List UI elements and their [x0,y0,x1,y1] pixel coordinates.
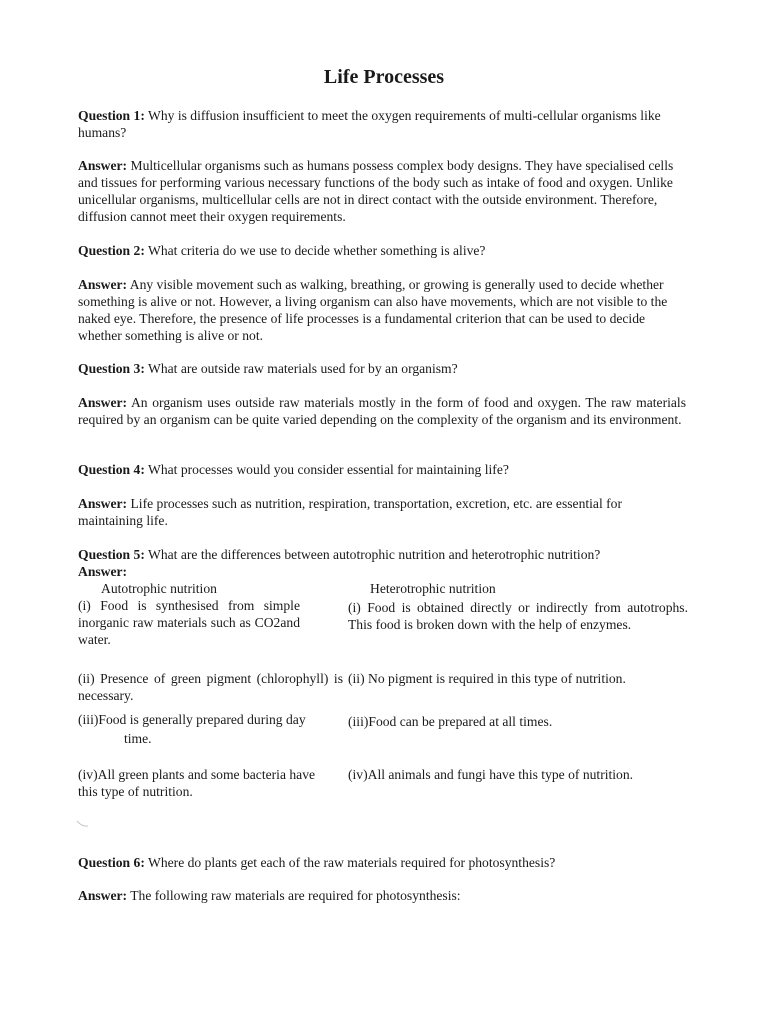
question-1 [78,107,686,141]
question-4 [78,461,686,478]
question-label: Question 4: [78,462,145,477]
question-6 [78,854,686,871]
question-text: What are the differences between autotrophic nutrition and heterotrophic nutrition? [148,547,601,562]
answer-label: Answer: [78,564,128,579]
question-5 [78,546,698,563]
answer-3 [78,394,686,428]
answer-text: The following raw materials are required for photosynthesis: [130,888,461,903]
question-label: Question 2: [78,243,145,258]
auto-row-4-cont: this type of nutrition. [78,784,193,799]
answer-1 [78,157,686,225]
answer-label: Answer: [78,496,128,511]
auto-row-4: (iv)All green plants and some bacteria have [78,767,316,782]
answer-5 [78,563,686,580]
question-2 [78,242,686,259]
answer-label: Answer: [78,395,128,410]
answer-4 [78,495,686,529]
column-header-autotrophic: Autotrophic nutrition [101,581,217,596]
answer-text: An organism uses outside raw materials mostly in the form of food and oxygen. The raw materials required by an organism can be quite varied depending on the complexity of the organism and its environment. [78,395,686,427]
answer-text: Life processes such as nutrition, respiration, transportation, excretion, etc. are essential for maintaining life. [78,496,622,528]
answer-6 [78,887,686,904]
question-label: Question 6: [78,855,145,870]
auto-row-1: (i) Food is synthesised from simple inorganic raw materials such as CO2and water. [78,598,300,647]
question-text: What processes would you consider essential for maintaining life? [148,462,509,477]
question-3 [78,360,686,377]
answer-label: Answer: [78,888,128,903]
answer-text: Any visible movement such as walking, breathing, or growing is generally used to decide whether something is alive or not. However, a living organism can also have movements, which are not visible to the naked eye. Therefore, the presence of life processes is a fundamental criterion that can be used to decide whether something is alive or not. [78,277,668,343]
faint-stray-mark [76,818,90,828]
answer-label: Answer: [78,277,128,292]
auto-row-2: (ii) Presence of green pigment (chlorophyll) is necessary. [78,671,343,703]
question-label: Question 1: [78,108,145,123]
question-text: What are outside raw materials used for by an organism? [148,361,458,376]
question-text: What criteria do we use to decide whether something is alive? [148,243,486,258]
question-label: Question 3: [78,361,145,376]
answer-2 [78,276,686,344]
hetero-row-4: (iv)All animals and fungi have this type of nutrition. [348,767,634,782]
column-header-heterotrophic: Heterotrophic nutrition [370,581,496,596]
question-text: Where do plants get each of the raw materials required for photosynthesis? [148,855,556,870]
auto-row-3-cont: time. [124,731,152,746]
hetero-row-3: (iii)Food can be prepared at all times. [348,714,553,729]
question-text: Why is diffusion insufficient to meet the oxygen requirements of multi-cellular organisms like humans? [78,108,661,140]
answer-text: Multicellular organisms such as humans possess complex body designs. They have specialised cells and tissues for performing various necessary functions of the body such as intake of food and oxygen. Unlike unicellular organisms, multicellular cells are not in direct contact with the outside environment. Therefore, diffusion cannot meet their oxygen requirements. [78,158,674,224]
question-label: Question 5: [78,547,145,562]
auto-row-3: (iii)Food is generally prepared during day [78,712,306,727]
answer-label: Answer: [78,158,128,173]
hetero-row-1: (i) Food is obtained directly or indirectly from autotrophs. This food is broken down with the help of enzymes. [348,600,688,632]
hetero-row-2: (ii) No pigment is required in this type of nutrition. [348,671,626,686]
page-title: Life Processes [323,66,445,88]
